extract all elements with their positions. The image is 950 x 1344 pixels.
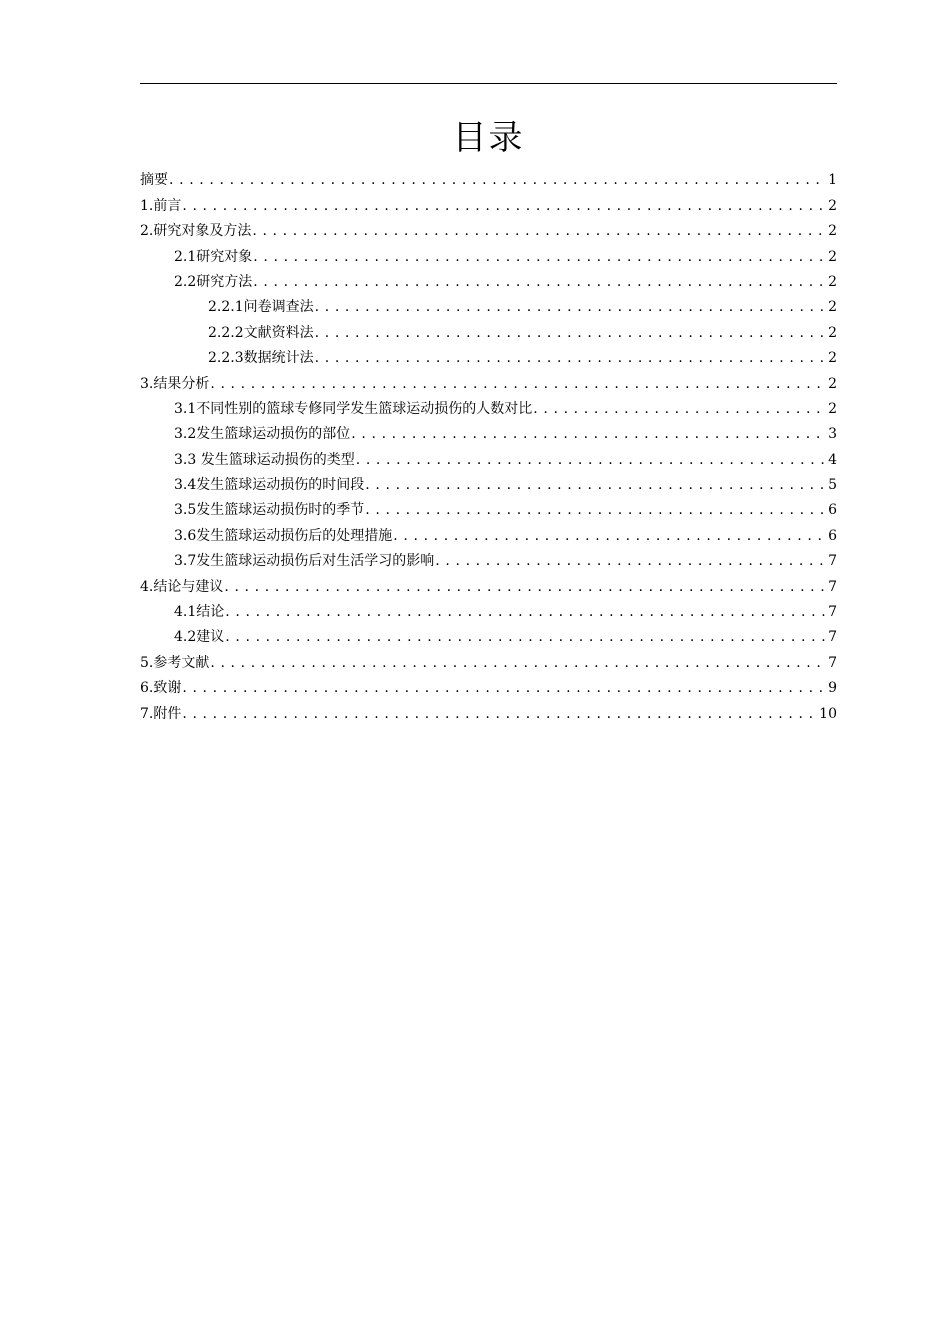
- toc-entry[interactable]: [140, 369, 837, 394]
- toc-entry-title: 2.研究对象及方法: [140, 223, 252, 240]
- toc-entry-page-number: 5: [828, 477, 837, 494]
- toc-entry-title: 1.前言: [140, 197, 182, 214]
- toc-dot-leader: [315, 347, 827, 369]
- toc-entry[interactable]: [140, 496, 837, 521]
- toc-entry-title: 4.2建议: [174, 629, 225, 646]
- toc-entry-title: 2.2.2文献资料法: [208, 324, 314, 341]
- toc-entry-page-number: 3: [828, 426, 837, 443]
- toc-dot-leader: [182, 677, 827, 699]
- toc-entry-page-number: 10: [819, 705, 837, 722]
- toc-entry-title: 6.致谢: [140, 680, 182, 697]
- toc-entry-page-number: 2: [828, 223, 837, 240]
- toc-entry-page-number: 7: [828, 604, 837, 621]
- toc-entry[interactable]: [140, 395, 837, 420]
- toc-dot-leader: [351, 423, 827, 445]
- toc-entry[interactable]: [140, 547, 837, 572]
- toc-title: 目录: [452, 118, 525, 158]
- toc-entry[interactable]: [140, 166, 837, 191]
- toc-dot-leader: [533, 398, 827, 420]
- toc-entry-title: 5.参考文献: [140, 654, 210, 671]
- toc-entry-title: 2.2研究方法: [174, 273, 253, 290]
- toc-entry-page-number: 6: [828, 502, 837, 519]
- toc-entry-page-number: 7: [828, 629, 837, 646]
- toc-dot-leader: [356, 449, 827, 471]
- toc-entry[interactable]: [140, 191, 837, 216]
- toc-dot-leader: [435, 550, 827, 572]
- toc-entry-title: 3.3 发生篮球运动损伤的类型: [174, 451, 355, 468]
- toc-entry-page-number: 2: [828, 375, 837, 392]
- toc-entry-title: 3.2发生篮球运动损伤的部位: [174, 426, 351, 443]
- toc-entry-title: 2.1研究对象: [174, 248, 253, 265]
- toc-entry[interactable]: [140, 445, 837, 470]
- toc-entry[interactable]: [140, 344, 837, 369]
- toc-dot-leader: [225, 626, 827, 648]
- toc-entry[interactable]: [140, 699, 837, 724]
- toc-entry-page-number: 1: [828, 172, 837, 189]
- toc-entry-title: 3.6发生篮球运动损伤后的处理措施: [174, 527, 393, 544]
- toc-entry-page-number: 7: [828, 553, 837, 570]
- toc-entry[interactable]: [140, 318, 837, 343]
- toc-dot-leader: [365, 474, 827, 496]
- toc-entry[interactable]: [140, 293, 837, 318]
- toc-entry-title: 7.附件: [140, 705, 182, 722]
- toc-entry[interactable]: [140, 623, 837, 648]
- toc-dot-leader: [315, 296, 827, 318]
- toc-entry-page-number: 7: [828, 578, 837, 595]
- toc-entry-page-number: 2: [828, 197, 837, 214]
- toc-entry-page-number: 4: [828, 451, 837, 468]
- toc-entry-page-number: 2: [828, 350, 837, 367]
- toc-dot-leader: [365, 499, 827, 521]
- toc-dot-leader: [182, 195, 827, 217]
- toc-entry-page-number: 2: [828, 400, 837, 417]
- toc-entry-title: 4.1结论: [174, 604, 225, 621]
- toc-dot-leader: [253, 271, 827, 293]
- toc-dot-leader: [253, 246, 827, 268]
- toc-dot-leader: [252, 220, 827, 242]
- toc-dot-leader: [315, 322, 827, 344]
- toc-dot-leader: [225, 601, 827, 623]
- toc-entry-title: 3.结果分析: [140, 375, 210, 392]
- toc-entry-title: 3.4发生篮球运动损伤的时间段: [174, 477, 365, 494]
- toc-list: [140, 166, 837, 725]
- toc-entry-page-number: 2: [828, 299, 837, 316]
- toc-entry-title: 4.结论与建议: [140, 578, 224, 595]
- header-rule: [140, 83, 837, 84]
- toc-entry-title: 3.7发生篮球运动损伤后对生活学习的影响: [174, 553, 435, 570]
- toc-dot-leader: [393, 525, 827, 547]
- toc-entry[interactable]: [140, 217, 837, 242]
- toc-entry-title: 2.2.1问卷调查法: [208, 299, 314, 316]
- toc-entry[interactable]: [140, 420, 837, 445]
- toc-dot-leader: [169, 169, 827, 191]
- toc-entry[interactable]: [140, 572, 837, 597]
- toc-entry-page-number: 7: [828, 654, 837, 671]
- toc-entry-title: 2.2.3数据统计法: [208, 350, 314, 367]
- toc-entry[interactable]: [140, 268, 837, 293]
- toc-dot-leader: [210, 373, 827, 395]
- toc-entry[interactable]: [140, 242, 837, 267]
- toc-entry-page-number: 9: [828, 680, 837, 697]
- toc-dot-leader: [210, 652, 827, 674]
- toc-entry[interactable]: [140, 674, 837, 699]
- toc-entry-page-number: 6: [828, 527, 837, 544]
- toc-dot-leader: [182, 703, 818, 725]
- toc-entry-title: 摘要: [140, 172, 168, 189]
- toc-entry[interactable]: [140, 471, 837, 496]
- toc-entry-page-number: 2: [828, 324, 837, 341]
- toc-entry-title: 3.1不同性别的篮球专修同学发生篮球运动损伤的人数对比: [174, 400, 533, 417]
- toc-entry[interactable]: [140, 598, 837, 623]
- toc-entry[interactable]: [140, 521, 837, 546]
- toc-entry-page-number: 2: [828, 248, 837, 265]
- toc-entry-page-number: 2: [828, 273, 837, 290]
- toc-entry-title: 3.5发生篮球运动损伤时的季节: [174, 502, 365, 519]
- toc-dot-leader: [224, 576, 827, 598]
- toc-entry[interactable]: [140, 648, 837, 673]
